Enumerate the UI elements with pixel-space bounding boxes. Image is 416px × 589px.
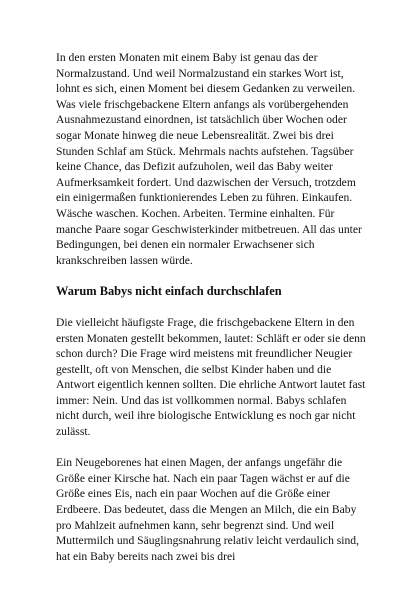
body-paragraph-2: Die vielleicht häufigste Frage, die frischgebackene Eltern in den ersten Monaten gestellt bekommen, lautet: Schläft er oder sie denn schon durch? Die Frage wird meistens mit freundlicher Neugier gestellt, oft von Menschen, die selbst Kinder haben und die Antwort eigentlich kennen sollten. Die ehrliche Antwort lautet fast immer: Nein. Und das ist vollkommen normal. Babys schlafen nicht durch, weil ihre biologische Entwicklung es noch gar nicht zulässt. [56,315,366,439]
section-heading: Warum Babys nicht einfach durchschlafen [56,283,282,298]
document-body [56,50,366,580]
body-paragraph-1: In den ersten Monaten mit einem Baby ist genau das der Normalzustand. Und weil Normalzustand ein starkes Wort ist, lohnt es sich, einen Moment bei diesem Gedanken zu verweilen. Was viele frischgebackene Eltern anfangs als vorübergehenden Ausnahmezustand einordnen, ist tatsächlich über Wochen oder sogar Monate hinweg die neue Lebensrealität. Zwei bis drei Stunden Schlaf am Stück. Mehrmals nachts aufstehen. Tagsüber keine Chance, das Defizit aufzuholen, weil das Baby weiter Aufmerksamkeit fordert. Und dazwischen der Versuch, trotzdem ein einigermaßen funktionierendes Leben zu führen. Einkaufen. Wäsche waschen. Kochen. Arbeiten. Termine einhalten. Für manche Paare sogar Geschwisterkinder mitbetreuen. All das unter Bedingungen, bei denen ein normaler Erwachsener sich krankschreiben lassen würde. [56,51,362,267]
body-paragraph-3: Ein Neugeborenes hat einen Magen, der anfangs ungefähr die Größe einer Kirsche hat. Nach ein paar Tagen wächst er auf die Größe eines Eis, nach ein paar Wochen auf die Größe einer Erdbeere. Das bedeutet, dass die Mengen an Milch, die ein Baby pro Mahlzeit aufnehmen kann, sehr begrenzt sind. Und weil Muttermilch und Säuglingsnahrung relativ leicht verdaulich sind, hat ein Baby bereits nach zwei bis drei [56,456,359,563]
